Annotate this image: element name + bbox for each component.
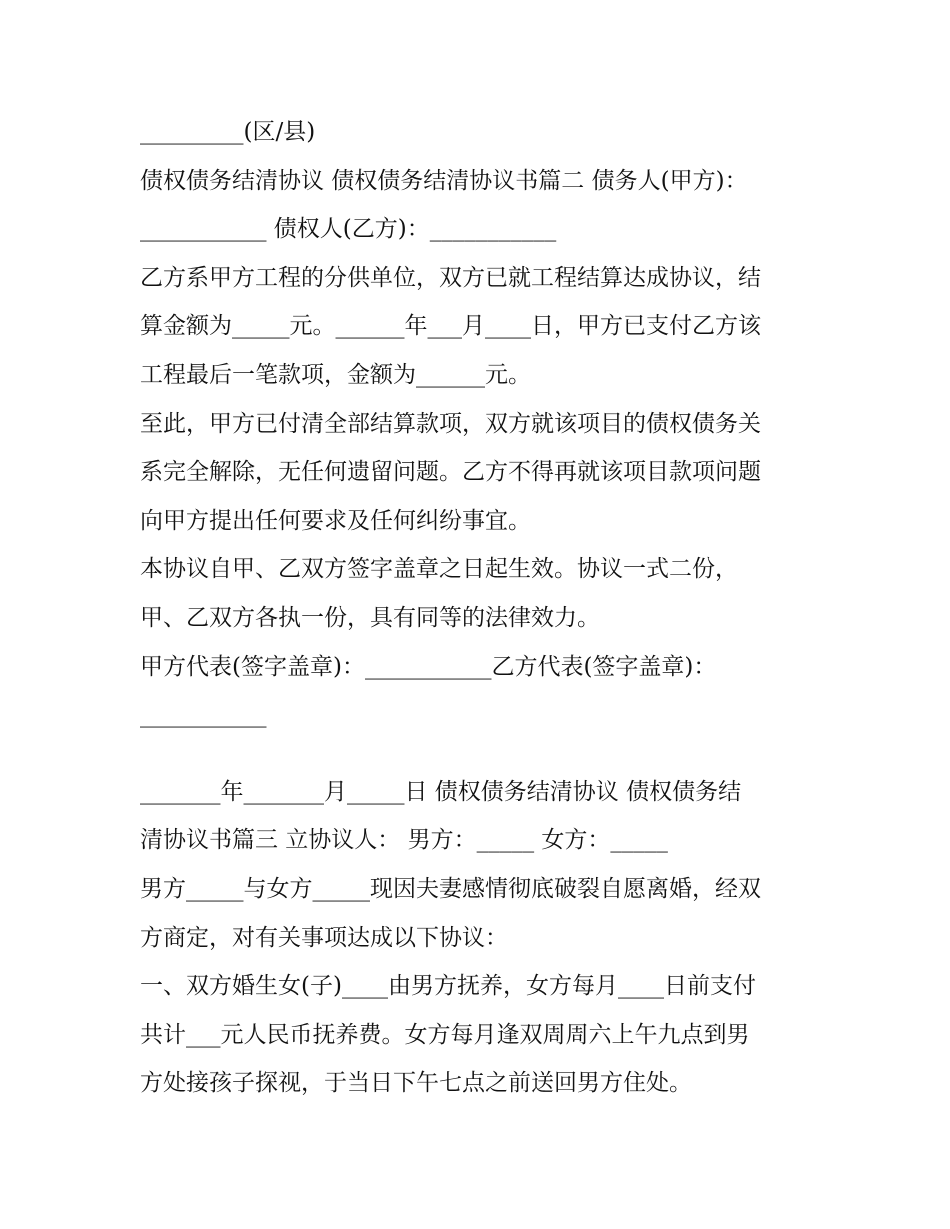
text-line-18: 一、双方婚生女(子)____由男方抚养，女方每月____日前支付	[140, 973, 756, 1000]
text-line-9: 向甲方提出任何要求及任何纠纷事宜。	[140, 507, 531, 534]
text-line-1: _________(区/县)	[140, 119, 316, 145]
document-page	[140, 108, 820, 1108]
text-line-12: 甲方代表(签字盖章)：___________乙方代表(签字盖章)：	[140, 653, 717, 680]
text-line-13: ___________	[140, 702, 267, 729]
text-line-19: 共计___元人民币抚养费。女方每月逢双周周六上午九点到男	[140, 1021, 750, 1048]
text-line-8: 系完全解除，无任何遗留问题。乙方不得再就该项目款项问题	[140, 459, 761, 486]
text-line-5: 算金额为_____元。______年___月____日，甲方已支付乙方该	[140, 313, 761, 340]
text-line-16: 男方_____与女方_____现因夫妻感情彻底破裂自愿离婚，经双	[140, 875, 761, 902]
text-line-15: 清协议书篇三 立协议人： 男方：_____ 女方：_____	[140, 827, 668, 854]
spacer	[140, 740, 820, 768]
text-line-11: 甲、乙双方各执一份，具有同等的法律效力。	[140, 604, 600, 631]
text-line-17: 方商定，对有关事项达成以下协议：	[140, 924, 508, 951]
text-line-2: 债权债务结清协议 债权债务结清协议书篇二 债务人(甲方)：	[140, 167, 748, 194]
text-line-7: 至此，甲方已付清全部结算款项，双方就该项目的债权债务关	[140, 410, 761, 437]
text-line-6: 工程最后一笔款项，金额为______元。	[140, 361, 531, 388]
text-line-3: ___________ 债权人(乙方)：___________	[140, 216, 557, 243]
text-line-14: _______年_______月_____日 债权债务结清协议 债权债务结	[140, 778, 742, 805]
text-line-20: 方处接孩子探视，于当日下午七点之前送回男方住处。	[140, 1070, 692, 1097]
text-line-10: 本协议自甲、乙双方签字盖章之日起生效。协议一式二份，	[140, 556, 738, 583]
text-line-4: 乙方系甲方工程的分供单位，双方已就工程结算达成协议，结	[140, 264, 761, 291]
